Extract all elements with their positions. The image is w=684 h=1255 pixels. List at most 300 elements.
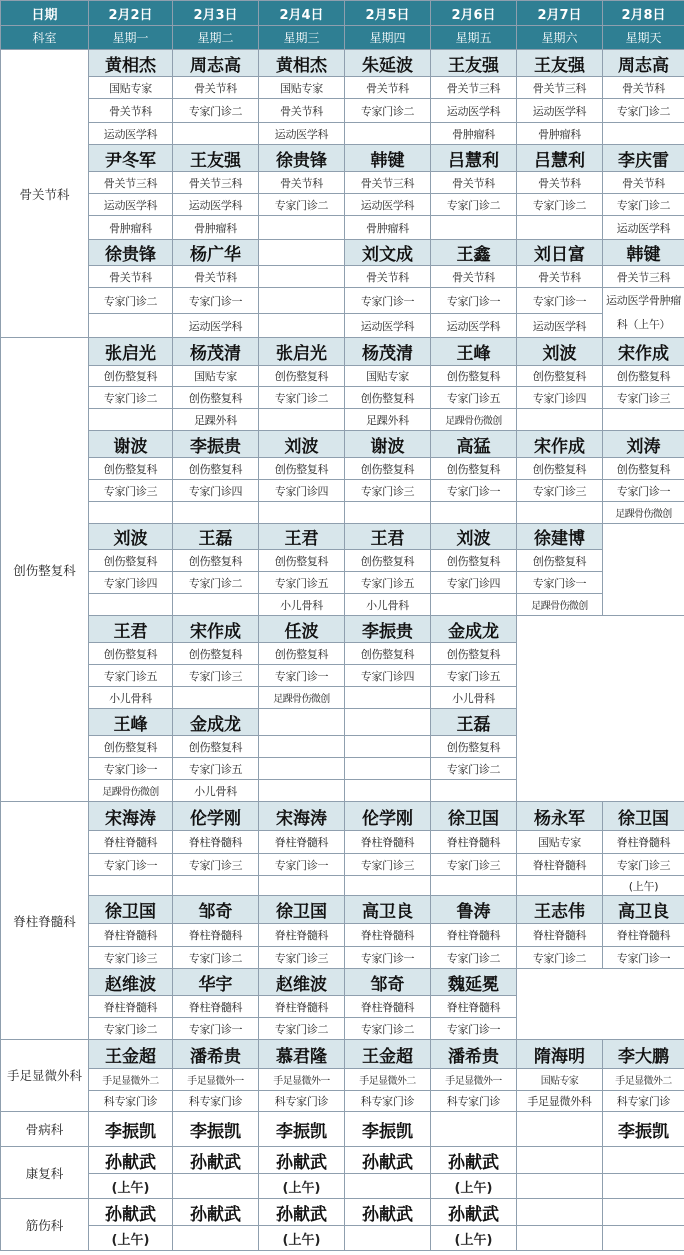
clinic-info: 运动医学科	[345, 194, 431, 216]
empty-cell	[345, 709, 431, 736]
empty-cell	[345, 758, 431, 780]
clinic-info: 骨关节三科	[517, 77, 603, 99]
session-note	[517, 1174, 603, 1199]
empty-cell	[89, 409, 173, 431]
clinic-info: 骨关节科	[173, 266, 259, 288]
doctor-name: 高卫良	[345, 896, 431, 924]
doctor-name: 孙献武	[173, 1199, 259, 1226]
doctor-name: 吕慧利	[517, 145, 603, 172]
clinic-info: 脊柱脊髓科	[259, 831, 345, 854]
clinic-info: 骨肿瘤科	[173, 216, 259, 240]
clinic-info: 专家门诊四	[431, 572, 517, 594]
clinic-info: 创伤整复科	[89, 643, 173, 665]
empty-cell	[517, 969, 684, 1040]
schedule-row	[1, 338, 684, 366]
schedule-row	[1, 1040, 684, 1069]
schedule-row	[1, 1, 684, 26]
doctor-name: 潘希贵	[173, 1040, 259, 1069]
clinic-info: 专家门诊一	[89, 758, 173, 780]
header-date: 2月6日	[431, 1, 517, 26]
doctor-name	[517, 1199, 603, 1226]
header-date: 2月4日	[259, 1, 345, 26]
clinic-info: 专家门诊二	[345, 1018, 431, 1040]
clinic-info: 专家门诊三	[173, 854, 259, 876]
schedule-row	[1, 77, 684, 99]
doctor-name: 杨茂清	[345, 338, 431, 366]
doctor-name: 周志高	[603, 50, 684, 77]
empty-cell	[259, 876, 345, 896]
schedule-row	[1, 172, 684, 194]
department-label: 骨病科	[1, 1112, 89, 1147]
empty-cell	[89, 314, 173, 338]
doctor-name: 刘日富	[517, 240, 603, 266]
empty-cell	[345, 502, 431, 524]
doctor-name: 宋海涛	[89, 802, 173, 831]
department-label: 脊柱脊髓科	[1, 802, 89, 1040]
clinic-info: 脊柱脊髓科	[345, 831, 431, 854]
doctor-name: 孙献武	[431, 1147, 517, 1174]
clinic-info: 骨关节三科	[603, 266, 684, 288]
clinic-info: 科专家门诊	[345, 1091, 431, 1112]
empty-cell	[345, 780, 431, 802]
session-note: (上午)	[259, 1174, 345, 1199]
clinic-info: 专家门诊五	[431, 387, 517, 409]
empty-cell	[431, 216, 517, 240]
clinic-info: 脊柱脊髓科	[603, 924, 684, 947]
doctor-name: 鲁涛	[431, 896, 517, 924]
clinic-info: 骨关节三科	[431, 77, 517, 99]
clinic-info: 运动医学科	[517, 314, 603, 338]
doctor-name: 宋作成	[173, 616, 259, 643]
clinic-info: 脊柱脊髓科	[173, 924, 259, 947]
clinic-info: 脊柱脊髓科	[431, 924, 517, 947]
clinic-info: 创伤整复科	[603, 458, 684, 480]
doctor-name: 黄相杰	[89, 50, 173, 77]
clinic-info: 专家门诊一	[173, 1018, 259, 1040]
doctor-name: 魏延冕	[431, 969, 517, 996]
clinic-info: 脊柱脊髓科	[259, 996, 345, 1018]
schedule-row	[1, 387, 684, 409]
session-note: (上午)	[89, 1226, 173, 1251]
session-note	[345, 1226, 431, 1251]
clinic-info: 创伤整复科	[89, 736, 173, 758]
clinic-info: 专家门诊二	[517, 194, 603, 216]
clinic-info: 创伤整复科	[173, 643, 259, 665]
clinic-info: 专家门诊二	[259, 1018, 345, 1040]
clinic-info: 专家门诊二	[259, 387, 345, 409]
header-weekday: 星期三	[259, 26, 345, 50]
header-weekday: 星期天	[603, 26, 684, 50]
doctor-name: 李振凯	[259, 1112, 345, 1147]
schedule-row	[1, 831, 684, 854]
session-note: (上午)	[259, 1226, 345, 1251]
doctor-name: 金成龙	[431, 616, 517, 643]
clinic-info: 骨关节科	[259, 172, 345, 194]
doctor-name: 徐贵锋	[89, 240, 173, 266]
empty-cell	[259, 288, 345, 314]
clinic-info: 专家门诊一	[431, 288, 517, 314]
clinic-info: 国贴专家	[89, 77, 173, 99]
doctor-name: 杨广华	[173, 240, 259, 266]
clinic-info: 运动医学科	[431, 99, 517, 123]
clinic-info: 专家门诊一	[431, 1018, 517, 1040]
doctor-name: 徐卫国	[431, 802, 517, 831]
doctor-name: 潘希贵	[431, 1040, 517, 1069]
clinic-info: 专家门诊二	[89, 288, 173, 314]
schedule-row	[1, 240, 684, 266]
clinic-info: 创伤整复科	[517, 550, 603, 572]
empty-cell	[517, 409, 603, 431]
clinic-info: 专家门诊二	[431, 947, 517, 969]
doctor-name: 韩键	[345, 145, 431, 172]
clinic-info: 小儿骨科	[345, 594, 431, 616]
session-note: (上午)	[431, 1226, 517, 1251]
doctor-name: 高猛	[431, 431, 517, 458]
clinic-info: 骨肿瘤科	[517, 123, 603, 145]
doctor-name: 李庆雷	[603, 145, 684, 172]
clinic-info: 创伤整复科	[517, 366, 603, 387]
header-weekday: 星期二	[173, 26, 259, 50]
clinic-info: 脊柱脊髓科	[603, 831, 684, 854]
clinic-info: 运动医学科	[173, 314, 259, 338]
session-note: (上午)	[431, 1174, 517, 1199]
clinic-info: 专家门诊三	[173, 665, 259, 687]
empty-cell	[431, 502, 517, 524]
schedule-row	[1, 572, 684, 594]
header-date: 2月3日	[173, 1, 259, 26]
schedule-row	[1, 194, 684, 216]
doctor-name: 王金超	[89, 1040, 173, 1069]
clinic-info: 运动医学科	[173, 194, 259, 216]
department-label: 筋伤科	[1, 1199, 89, 1251]
clinic-info: 专家门诊二	[431, 758, 517, 780]
doctor-name: 刘涛	[603, 431, 684, 458]
header-weekday: 星期四	[345, 26, 431, 50]
empty-cell	[259, 240, 345, 266]
empty-cell	[173, 594, 259, 616]
empty-cell	[345, 123, 431, 145]
empty-cell	[259, 736, 345, 758]
doctor-name	[603, 1147, 684, 1174]
doctor-name: 宋海涛	[259, 802, 345, 831]
doctor-name: 孙献武	[259, 1199, 345, 1226]
clinic-info: 骨肿瘤科	[345, 216, 431, 240]
schedule-row	[1, 458, 684, 480]
doctor-name: 徐建博	[517, 524, 603, 550]
clinic-info: 创伤整复科	[89, 366, 173, 387]
doctor-name: 金成龙	[173, 709, 259, 736]
empty-cell	[517, 876, 603, 896]
clinic-info: 科专家门诊	[89, 1091, 173, 1112]
clinic-info: 国贴专家	[517, 831, 603, 854]
doctor-name: 李振凯	[89, 1112, 173, 1147]
clinic-info: 脊柱脊髓科	[345, 996, 431, 1018]
clinic-info: 脊柱脊髓科	[173, 831, 259, 854]
schedule-row	[1, 409, 684, 431]
clinic-info: 足踝骨伤微创	[603, 502, 684, 524]
clinic-info: 专家门诊三	[89, 480, 173, 502]
clinic-info: 手足显微外二	[89, 1069, 173, 1091]
empty-cell	[603, 123, 684, 145]
empty-cell	[89, 594, 173, 616]
clinic-info: 创伤整复科	[173, 458, 259, 480]
clinic-info: 专家门诊一	[603, 480, 684, 502]
schedule-row	[1, 616, 684, 643]
doctor-name: 李振贵	[173, 431, 259, 458]
clinic-info: 运动医学科	[259, 123, 345, 145]
schedule-row	[1, 924, 684, 947]
clinic-info: 手足显微外一	[173, 1069, 259, 1091]
doctor-name: 李振贵	[345, 616, 431, 643]
doctor-name: 孙献武	[345, 1199, 431, 1226]
clinic-info: 专家门诊四	[173, 480, 259, 502]
doctor-name: 李振凯	[173, 1112, 259, 1147]
doctor-name: 王友强	[431, 50, 517, 77]
header-weekday: 星期一	[89, 26, 173, 50]
empty-cell	[89, 502, 173, 524]
doctor-name: 赵维波	[89, 969, 173, 996]
doctor-name: 李振凯	[345, 1112, 431, 1147]
clinic-info: 专家门诊二	[89, 387, 173, 409]
schedule-row	[1, 947, 684, 969]
clinic-info: 科专家门诊	[259, 1091, 345, 1112]
clinic-info: 脊柱脊髓科	[173, 996, 259, 1018]
session-note	[345, 1174, 431, 1199]
clinic-info: 专家门诊二	[603, 194, 684, 216]
doctor-name: 王君	[89, 616, 173, 643]
doctor-name: 张启光	[259, 338, 345, 366]
clinic-info: 运动医学科	[345, 314, 431, 338]
clinic-info: 足踝骨伤微创	[89, 780, 173, 802]
doctor-name: 黄相杰	[259, 50, 345, 77]
clinic-info: 国贴专家	[173, 366, 259, 387]
doctor-name: 伦学刚	[173, 802, 259, 831]
doctor-name: 徐卫国	[89, 896, 173, 924]
clinic-info: 手足显微外二	[345, 1069, 431, 1091]
schedule-row	[1, 1069, 684, 1091]
schedule-row	[1, 145, 684, 172]
clinic-info: 脊柱脊髓科	[89, 996, 173, 1018]
doctor-name: 徐卫国	[259, 896, 345, 924]
clinic-info: 科专家门诊	[173, 1091, 259, 1112]
doctor-name: 孙献武	[259, 1147, 345, 1174]
clinic-info: 专家门诊三	[89, 947, 173, 969]
clinic-info: 骨肿瘤科	[431, 123, 517, 145]
clinic-info: 专家门诊一	[259, 665, 345, 687]
clinic-info: 运动医学科	[89, 194, 173, 216]
clinic-info: 脊柱脊髓科	[259, 924, 345, 947]
clinic-info: 专家门诊二	[173, 99, 259, 123]
doctor-name: 孙献武	[89, 1147, 173, 1174]
clinic-info: 运动医学科	[431, 314, 517, 338]
clinic-info: 专家门诊二	[431, 194, 517, 216]
clinic-info: 创伤整复科	[89, 458, 173, 480]
doctor-name: 宋作成	[603, 338, 684, 366]
clinic-info: 创伤整复科	[431, 366, 517, 387]
doctor-name: 王鑫	[431, 240, 517, 266]
clinic-info: 专家门诊二	[603, 99, 684, 123]
clinic-info: 骨关节科	[89, 99, 173, 123]
clinic-info: 专家门诊一	[517, 572, 603, 594]
clinic-info: 创伤整复科	[173, 387, 259, 409]
doctor-name: 周志高	[173, 50, 259, 77]
empty-cell	[173, 876, 259, 896]
clinic-info: 创伤整复科	[173, 736, 259, 758]
schedule-row	[1, 896, 684, 924]
clinic-info: 专家门诊二	[345, 99, 431, 123]
doctor-name: 孙献武	[173, 1147, 259, 1174]
clinic-info: 骨关节科	[517, 266, 603, 288]
department-label: 手足显微外科	[1, 1040, 89, 1112]
clinic-info: 专家门诊一	[173, 288, 259, 314]
doctor-name: 王磊	[173, 524, 259, 550]
clinic-info: 骨关节科	[173, 77, 259, 99]
clinic-info: 足踝外科	[345, 409, 431, 431]
clinic-info: 骨关节科	[431, 266, 517, 288]
clinic-info: 国贴专家	[259, 77, 345, 99]
header-dept-label: 科室	[1, 26, 89, 50]
clinic-info: 脊柱脊髓科	[517, 924, 603, 947]
clinic-info: 专家门诊四	[89, 572, 173, 594]
clinic-info: 运动医学科	[89, 123, 173, 145]
clinic-info: 足踝骨伤微创	[517, 594, 603, 616]
doctor-name: 王磊	[431, 709, 517, 736]
doctor-name: 王志伟	[517, 896, 603, 924]
clinic-info: 专家门诊一	[259, 854, 345, 876]
header-date: 2月7日	[517, 1, 603, 26]
clinic-info: 创伤整复科	[89, 550, 173, 572]
clinic-info: 专家门诊三	[603, 387, 684, 409]
clinic-info: 骨关节科	[345, 266, 431, 288]
clinic-info: 骨关节科	[517, 172, 603, 194]
clinic-info: 小儿骨科	[259, 594, 345, 616]
empty-cell	[431, 780, 517, 802]
doctor-name: 徐卫国	[603, 802, 684, 831]
schedule-row	[1, 550, 684, 572]
clinic-info: 创伤整复科	[345, 643, 431, 665]
doctor-name: 赵维波	[259, 969, 345, 996]
schedule-row	[1, 288, 684, 314]
schedule-row	[1, 594, 684, 616]
doctor-name: 邹奇	[345, 969, 431, 996]
empty-cell	[89, 876, 173, 896]
doctor-name: 孙献武	[431, 1199, 517, 1226]
doctor-name: 王君	[345, 524, 431, 550]
doctor-name	[431, 1112, 517, 1147]
doctor-name: 谢波	[89, 431, 173, 458]
clinic-info: 专家门诊三	[517, 480, 603, 502]
clinic-info: 国贴专家	[517, 1069, 603, 1091]
clinic-info: 骨关节三科	[345, 172, 431, 194]
doctor-name: 王金超	[345, 1040, 431, 1069]
clinic-info: 创伤整复科	[345, 458, 431, 480]
clinic-info: 专家门诊五	[89, 665, 173, 687]
clinic-info: 创伤整复科	[259, 643, 345, 665]
clinic-info: 足踝骨伤微创	[431, 409, 517, 431]
doctor-name: 张启光	[89, 338, 173, 366]
schedule-row	[1, 99, 684, 123]
clinic-info: 骨关节科	[603, 172, 684, 194]
clinic-info: 专家门诊三	[345, 480, 431, 502]
doctor-name: 王友强	[517, 50, 603, 77]
empty-cell	[431, 594, 517, 616]
doctor-name: 任波	[259, 616, 345, 643]
clinic-info: 脊柱脊髓科	[517, 854, 603, 876]
doctor-name: 王友强	[173, 145, 259, 172]
doctor-name: 王峰	[431, 338, 517, 366]
schedule-row	[1, 26, 684, 50]
clinic-info: 手足显微外二	[603, 1069, 684, 1091]
schedule-row	[1, 1147, 684, 1174]
clinic-info: 科专家门诊	[431, 1091, 517, 1112]
clinic-info: 创伤整复科	[345, 387, 431, 409]
doctor-name: 韩键	[603, 240, 684, 266]
clinic-info: 创伤整复科	[431, 550, 517, 572]
empty-cell	[345, 736, 431, 758]
doctor-name: 刘波	[259, 431, 345, 458]
clinic-info: 小儿骨科	[431, 687, 517, 709]
clinic-info: (上午)	[603, 876, 684, 896]
doctor-name: 刘文成	[345, 240, 431, 266]
doctor-name: 王君	[259, 524, 345, 550]
doctor-name: 杨茂清	[173, 338, 259, 366]
doctor-name: 王峰	[89, 709, 173, 736]
clinic-info: 足踝外科	[173, 409, 259, 431]
schedule-row	[1, 50, 684, 77]
clinic-info: 专家门诊二	[259, 194, 345, 216]
doctor-name: 吕慧利	[431, 145, 517, 172]
empty-cell	[259, 314, 345, 338]
clinic-info: 专家门诊一	[517, 288, 603, 314]
session-note	[517, 1226, 603, 1251]
clinic-info: 小儿骨科	[89, 687, 173, 709]
schedule-row	[1, 366, 684, 387]
clinic-info: 骨关节科	[259, 99, 345, 123]
schedule-row	[1, 1091, 684, 1112]
clinic-info: 专家门诊三	[431, 854, 517, 876]
schedule-row	[1, 123, 684, 145]
clinic-info: 专家门诊二	[173, 947, 259, 969]
doctor-name: 刘波	[89, 524, 173, 550]
schedule-row	[1, 1174, 684, 1199]
department-label: 骨关节科	[1, 50, 89, 338]
clinic-info: 脊柱脊髓科	[89, 924, 173, 947]
schedule-row	[1, 266, 684, 288]
empty-cell	[173, 687, 259, 709]
doctor-name	[517, 1112, 603, 1147]
clinic-info: 手足显微外科	[517, 1091, 603, 1112]
empty-cell	[517, 616, 684, 802]
empty-cell	[259, 266, 345, 288]
empty-cell	[345, 876, 431, 896]
header-weekday: 星期五	[431, 26, 517, 50]
clinic-info: 专家门诊三	[259, 947, 345, 969]
department-label: 康复科	[1, 1147, 89, 1199]
clinic-info: 骨关节三科	[173, 172, 259, 194]
doctor-name: 华宇	[173, 969, 259, 996]
clinic-info: 创伤整复科	[259, 550, 345, 572]
doctor-name: 孙献武	[345, 1147, 431, 1174]
doctor-name: 慕君隆	[259, 1040, 345, 1069]
clinic-info: 专家门诊四	[345, 665, 431, 687]
clinic-info: 创伤整复科	[259, 458, 345, 480]
empty-cell	[603, 409, 684, 431]
clinic-info: 足踝骨伤微创	[259, 687, 345, 709]
schedule-row	[1, 1112, 684, 1147]
schedule-row	[1, 480, 684, 502]
schedule-row	[1, 431, 684, 458]
clinic-info: 脊柱脊髓科	[89, 831, 173, 854]
